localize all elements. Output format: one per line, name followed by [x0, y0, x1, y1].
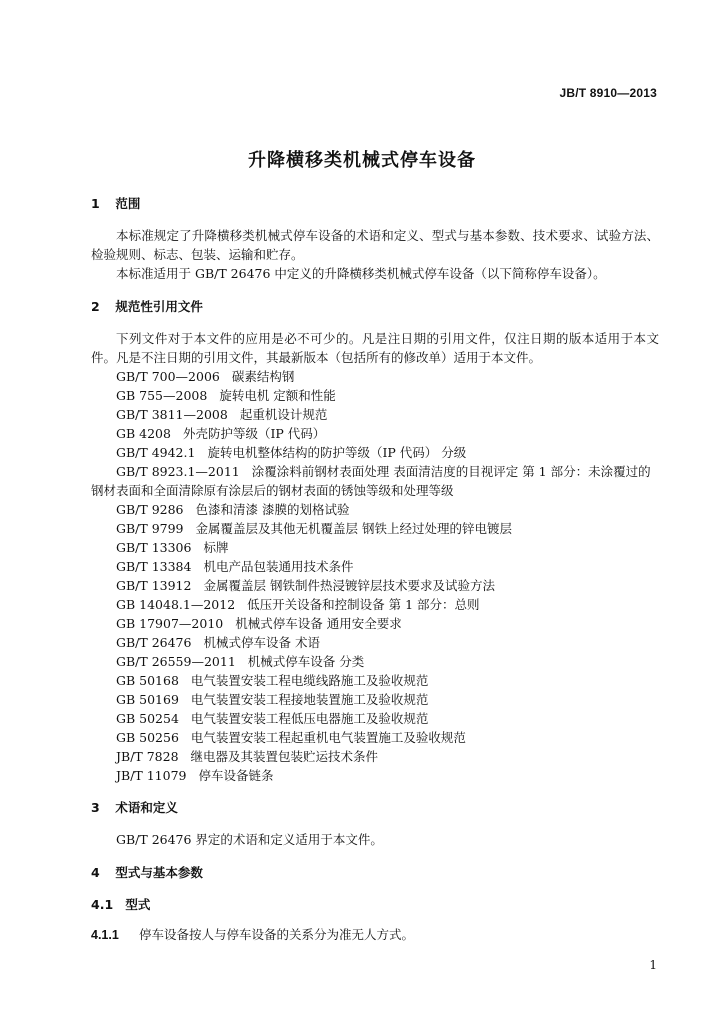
reference-name: 机械式停车设备 通用安全要求 — [235, 616, 402, 631]
reference-code: GB 14048.1—2012 — [116, 597, 236, 612]
reference-item — [91, 633, 659, 652]
reference-code: GB/T 13384 — [116, 559, 192, 574]
reference-item — [91, 500, 659, 519]
section-2-heading — [91, 297, 659, 316]
section-1-body — [91, 226, 659, 283]
reference-item — [91, 671, 659, 690]
reference-code: GB 755—2008 — [116, 388, 208, 403]
reference-code: GB/T 9799 — [116, 521, 184, 536]
reference-code: GB 4208 — [116, 426, 171, 441]
section-2-body — [91, 329, 659, 785]
reference-code: GB/T 13912 — [116, 578, 192, 593]
reference-name: 电气装置安装工程电缆线路施工及验收规范 — [190, 673, 429, 688]
reference-code: GB/T 8923.1—2011 — [116, 464, 240, 479]
reference-name: 停车设备链条 — [198, 768, 274, 783]
reference-code: JB/T 7828 — [116, 749, 179, 764]
section-number: 1 — [91, 196, 100, 211]
reference-item — [91, 424, 659, 443]
reference-name: 电气装置安装工程低压电器施工及验收规范 — [190, 711, 429, 726]
reference-name: 电气装置安装工程接地装置施工及验收规范 — [190, 692, 429, 707]
reference-name: 电气装置安装工程起重机电气装置施工及验收规范 — [190, 730, 466, 745]
section-number: 3 — [91, 800, 100, 815]
reference-list — [91, 367, 659, 785]
section-title: 范围 — [115, 196, 141, 211]
section-title: 术语和定义 — [115, 800, 178, 815]
reference-item — [91, 766, 659, 785]
document-title: 升降横移类机械式停车设备 — [248, 150, 476, 171]
reference-item — [91, 443, 659, 462]
section-1-heading — [91, 194, 659, 213]
reference-code: GB/T 26476 — [116, 635, 192, 650]
reference-name: 机械式停车设备 术语 — [203, 635, 320, 650]
reference-item — [91, 538, 659, 557]
reference-code: GB 50254 — [116, 711, 179, 726]
reference-name: 外壳防护等级（IP 代码） — [182, 426, 326, 441]
reference-code: GB/T 700—2006 — [116, 369, 220, 384]
reference-item — [91, 709, 659, 728]
reference-item — [91, 690, 659, 709]
reference-item — [91, 595, 659, 614]
reference-name: 标牌 — [203, 540, 229, 555]
reference-code: GB 50256 — [116, 730, 179, 745]
reference-name: 涂覆涂料前钢材表面处理 表面清洁度的目视评定 第 1 部分：未涂覆过的钢材表面和全面清除原有涂层后的钢材表面的锈蚀等级和处理等级 — [91, 464, 651, 498]
reference-code: GB/T 3811—2008 — [116, 407, 228, 422]
reference-name: 继电器及其装置包装贮运技术条件 — [190, 749, 379, 764]
clause-4-1-1 — [91, 925, 659, 945]
page-number: 1 — [649, 958, 657, 972]
section-title: 型式与基本参数 — [115, 865, 203, 880]
reference-item — [91, 747, 659, 766]
clause-text: 停车设备按人与停车设备的关系分为准无人方式。 — [138, 927, 414, 942]
reference-code: GB 17907—2010 — [116, 616, 224, 631]
reference-name: 旋转电机整体结构的防护等级（IP 代码） 分级 — [207, 445, 467, 460]
paragraph: GB/T 26476 界定的术语和定义适用于本文件。 — [116, 832, 383, 847]
document-body — [91, 194, 659, 945]
reference-item — [91, 405, 659, 424]
reference-item — [91, 576, 659, 595]
reference-item — [91, 652, 659, 671]
reference-name: 碳素结构钢 — [231, 369, 295, 384]
section-4-heading — [91, 863, 659, 882]
reference-name: 旋转电机 定额和性能 — [219, 388, 336, 403]
paragraph: 下列文件对于本文件的应用是必不可少的。凡是注日期的引用文件，仅注日期的版本适用于本文件。凡是不注日期的引用文件，其最新版本（包括所有的修改单）适用于本文件。 — [91, 331, 659, 365]
reference-code: GB/T 9286 — [116, 502, 184, 517]
reference-code: JB/T 11079 — [116, 768, 187, 783]
section-title: 规范性引用文件 — [115, 299, 203, 314]
reference-code: GB/T 26559—2011 — [116, 654, 236, 669]
section-3-heading — [91, 798, 659, 817]
section-title: 型式 — [125, 897, 151, 912]
paragraph: 本标准适用于 GB/T 26476 中定义的升降横移类机械式停车设备（以下简称停车设备）。 — [116, 266, 606, 281]
reference-name: 机械式停车设备 分类 — [247, 654, 365, 669]
section-number: 4 — [91, 865, 100, 880]
reference-name: 机电产品包装通用技术条件 — [203, 559, 354, 574]
reference-item — [91, 728, 659, 747]
reference-item — [91, 519, 659, 538]
reference-item — [91, 614, 659, 633]
section-3-body — [91, 830, 659, 849]
reference-code: GB/T 13306 — [116, 540, 192, 555]
reference-name: 起重机设计规范 — [239, 407, 328, 422]
section-4-1-heading — [91, 895, 659, 914]
reference-item — [91, 462, 659, 500]
reference-item — [91, 557, 659, 576]
reference-code: GB 50169 — [116, 692, 179, 707]
reference-name: 低压开关设备和控制设备 第 1 部分：总则 — [247, 597, 480, 612]
section-number: 2 — [91, 299, 100, 314]
reference-code: GB/T 4942.1 — [116, 445, 196, 460]
standard-code: JB/T 8910—2013 — [559, 86, 657, 100]
paragraph: 本标准规定了升降横移类机械式停车设备的术语和定义、型式与基本参数、技术要求、试验方法、检验规则、标志、包装、运输和贮存。 — [91, 228, 659, 262]
clause-number: 4.1.1 — [91, 928, 119, 942]
reference-code: GB 50168 — [116, 673, 179, 688]
reference-name: 色漆和清漆 漆膜的划格试验 — [195, 502, 350, 517]
reference-name: 金属覆盖层 钢铁制件热浸镀锌层技术要求及试验方法 — [203, 578, 495, 593]
reference-item — [91, 386, 659, 405]
reference-name: 金属覆盖层及其他无机覆盖层 钢铁上经过处理的锌电镀层 — [195, 521, 512, 536]
reference-item — [91, 367, 659, 386]
section-number: 4.1 — [91, 897, 114, 912]
